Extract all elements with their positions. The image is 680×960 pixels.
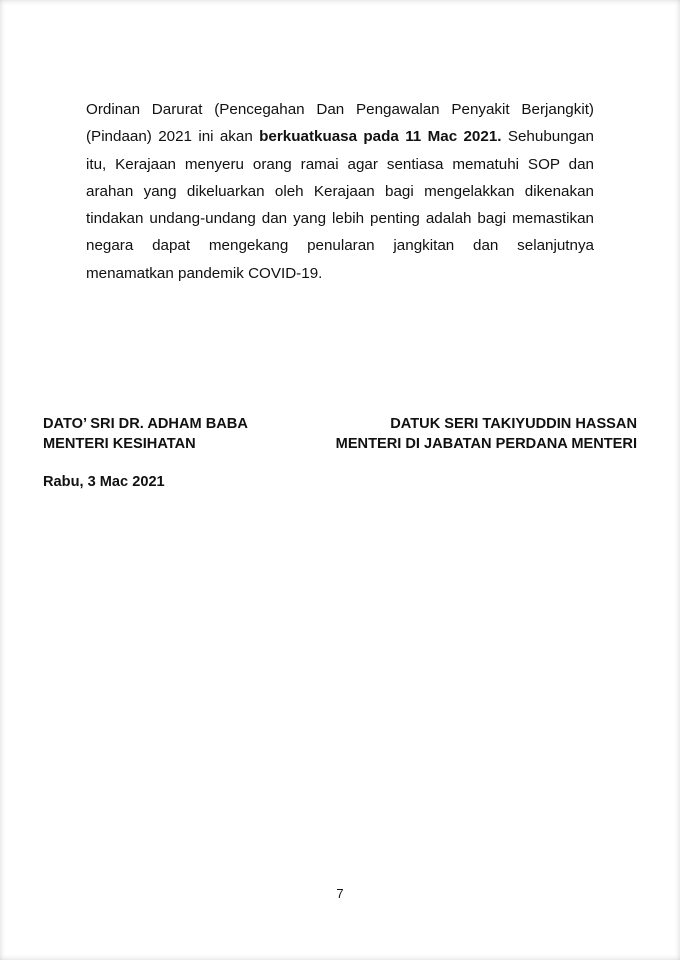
paragraph-text-end: Sehubungan itu, Kerajaan menyeru orang ramai agar sentiasa mematuhi SOP dan arahan yang dikeluarkan oleh Kerajaan bagi mengelakkan dikenakan tindakan undang-undang dan yang lebih penting adalah bagi memastikan negara dapat mengekang penularan jangkitan dan selanjutnya menamatkan pandemik COVID-19. <box>86 128 594 282</box>
signatory-left-title: MENTERI KESIHATAN <box>43 436 196 452</box>
page-number: 7 <box>336 886 344 901</box>
signatory-right-title: MENTERI DI JABATAN PERDANA MENTERI <box>335 436 637 452</box>
signatory-right-name: DATUK SERI TAKIYUDDIN HASSAN <box>390 416 637 432</box>
body-paragraph <box>86 96 594 287</box>
signatory-right <box>336 414 637 454</box>
signatory-left-name: DATO’ SRI DR. ADHAM BABA <box>43 416 248 432</box>
paragraph-bold-effective-date: berkuatkuasa pada 11 Mac 2021. <box>259 128 502 146</box>
signatory-left <box>43 414 248 454</box>
document-date: Rabu, 3 Mac 2021 <box>43 474 165 490</box>
paragraph-text-start: Ordinan Darurat (Pencegahan Dan Pengawalan Penyakit Berjangkit) (Pindaan) 2021 ini akan <box>86 101 594 146</box>
